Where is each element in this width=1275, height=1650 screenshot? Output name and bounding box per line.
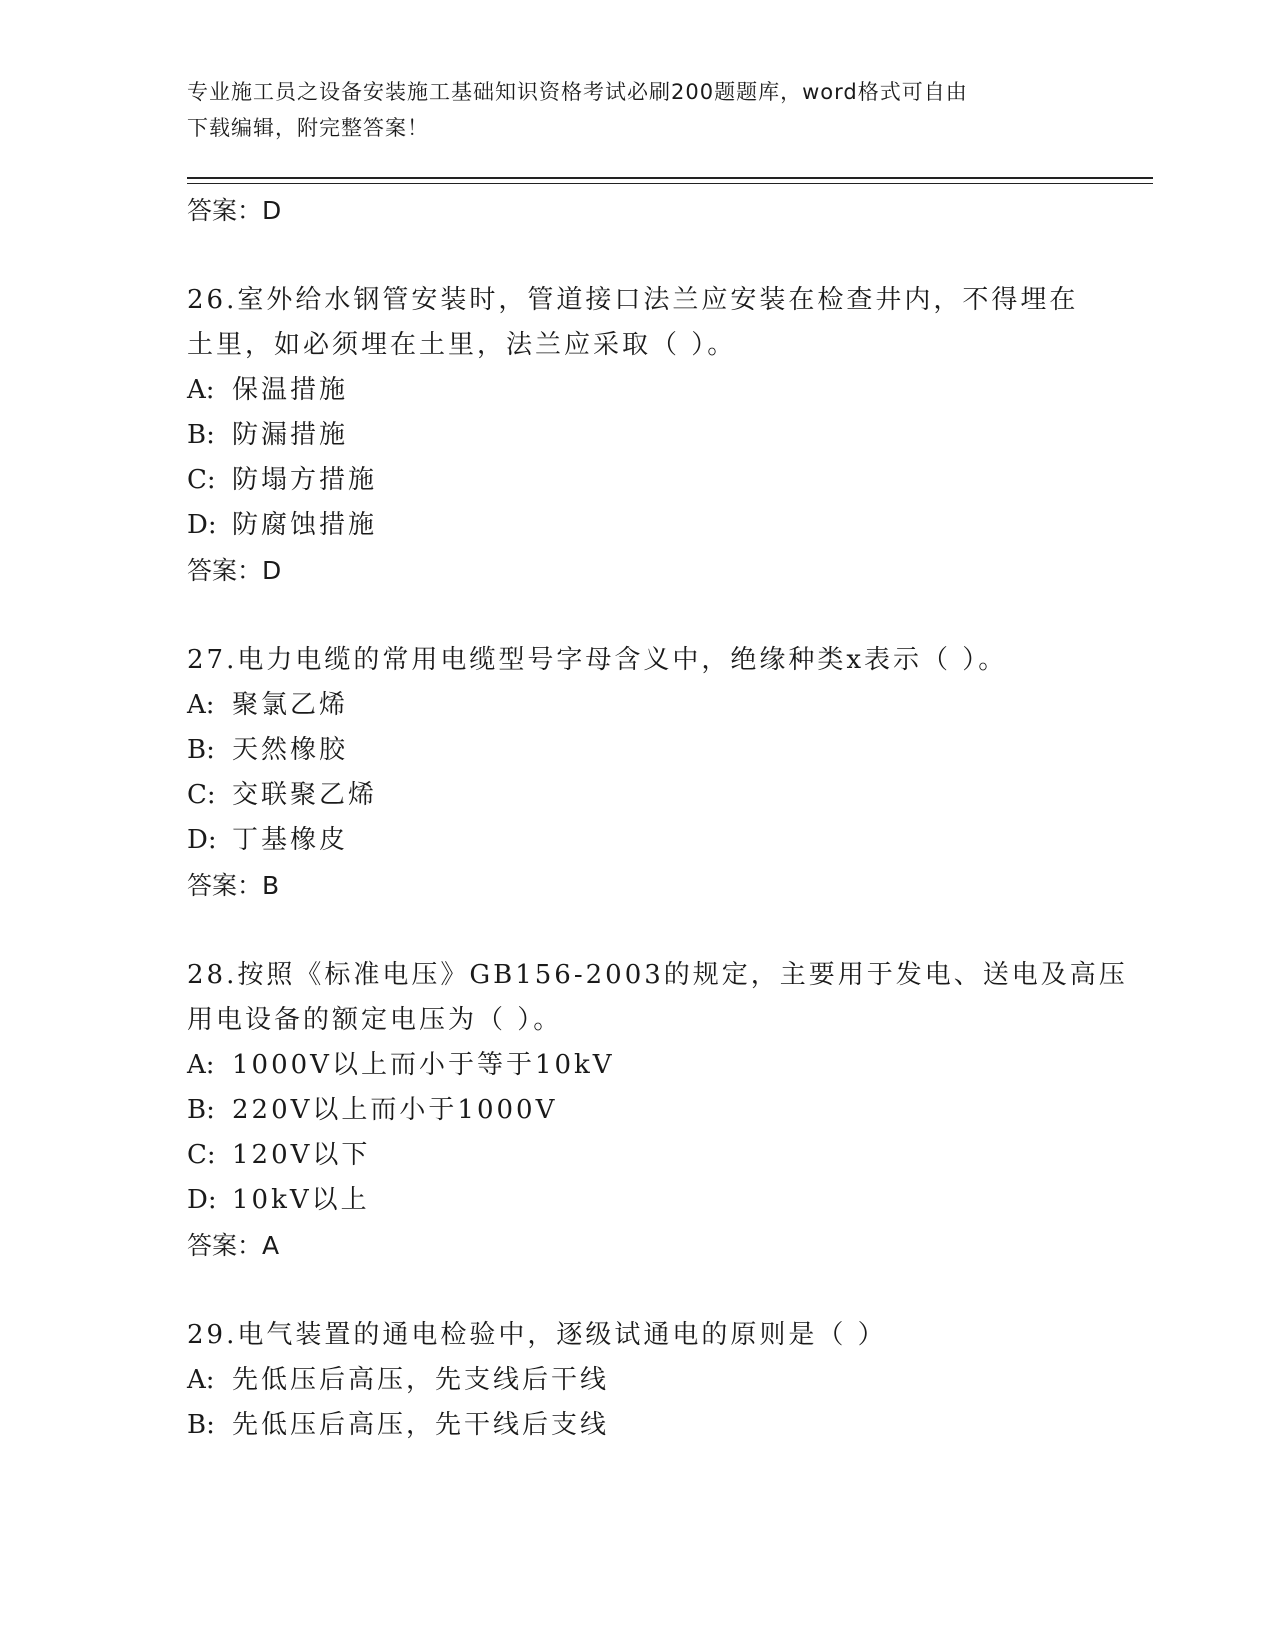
question-block (187, 953, 1128, 1269)
header-line-1: 专业施工员之设备安装施工基础知识资格考试必刷200题题库，word格式可自由 (187, 80, 968, 104)
option-letter: B: (187, 1410, 215, 1440)
option-letter: D: (187, 825, 217, 855)
option-b (187, 1088, 1107, 1133)
question-text: 27.电力电缆的常用电缆型号字母含义中，绝缘种类x表示（ ）。 (187, 645, 1008, 675)
spacer (187, 234, 1107, 278)
option-a (187, 1043, 1107, 1088)
option-text: 防塌方措施 (232, 465, 378, 495)
option-a (187, 1358, 1107, 1403)
answer-line: 答案：A (187, 1231, 280, 1260)
option-letter: A: (187, 1050, 215, 1080)
option-text: 丁基橡皮 (232, 825, 349, 855)
document-header (187, 74, 1087, 146)
option-b (187, 1403, 1107, 1448)
question-text: 土里，如必须埋在土里，法兰应采取（ ）。 (187, 330, 737, 360)
option-letter: C: (187, 465, 216, 495)
option-d (187, 1178, 1107, 1223)
option-letter: D: (187, 1185, 217, 1215)
option-a (187, 683, 1107, 728)
option-text: 先低压后高压，先干线后支线 (232, 1410, 610, 1440)
option-letter: C: (187, 1140, 216, 1170)
option-text: 先低压后高压，先支线后干线 (232, 1365, 610, 1395)
option-c (187, 773, 1107, 818)
option-letter: D: (187, 510, 217, 540)
option-d (187, 503, 1107, 548)
answer-line: 答案：D (187, 556, 282, 585)
option-a (187, 368, 1107, 413)
document-body (187, 188, 1128, 1448)
option-b (187, 413, 1107, 458)
option-b (187, 728, 1107, 773)
question-text: 28.按照《标准电压》GB156-2003的规定，主要用于发电、送电及高压 (187, 960, 1128, 990)
option-d (187, 818, 1107, 863)
spacer (187, 909, 1107, 953)
option-c (187, 458, 1107, 503)
option-text: 220V以上而小于1000V (232, 1095, 558, 1125)
option-text: 防腐蚀措施 (232, 510, 378, 540)
question-text: 用电设备的额定电压为（ ）。 (187, 1005, 563, 1035)
answer-line: 答案：D (187, 196, 282, 225)
option-letter: A: (187, 1365, 215, 1395)
option-c (187, 1133, 1107, 1178)
option-letter: A: (187, 375, 215, 405)
option-text: 防漏措施 (232, 420, 349, 450)
question-text: 26.室外给水钢管安装时，管道接口法兰应安装在检查井内，不得埋在 (187, 285, 1079, 315)
option-text: 聚氯乙烯 (232, 690, 349, 720)
option-letter: A: (187, 690, 215, 720)
option-text: 10kV以上 (232, 1185, 370, 1215)
header-rule-thin (187, 183, 1153, 184)
option-text: 天然橡胶 (232, 735, 349, 765)
option-letter: B: (187, 420, 215, 450)
answer-line: 答案：B (187, 871, 280, 900)
header-line-2: 下载编辑，附完整答案！ (187, 116, 429, 140)
option-text: 1000V以上而小于等于10kV (232, 1050, 615, 1080)
question-block (187, 1313, 1107, 1448)
header-rule-thick (187, 177, 1153, 179)
spacer (187, 1269, 1107, 1313)
option-text: 交联聚乙烯 (232, 780, 378, 810)
option-letter: B: (187, 1095, 215, 1125)
spacer (187, 594, 1107, 638)
option-text: 保温措施 (232, 375, 349, 405)
option-text: 120V以下 (232, 1140, 371, 1170)
option-letter: B: (187, 735, 215, 765)
question-block (187, 278, 1107, 594)
option-letter: C: (187, 780, 216, 810)
question-block (187, 638, 1107, 909)
question-text: 29.电气装置的通电检验中，逐级试通电的原则是（ ） (187, 1320, 887, 1350)
